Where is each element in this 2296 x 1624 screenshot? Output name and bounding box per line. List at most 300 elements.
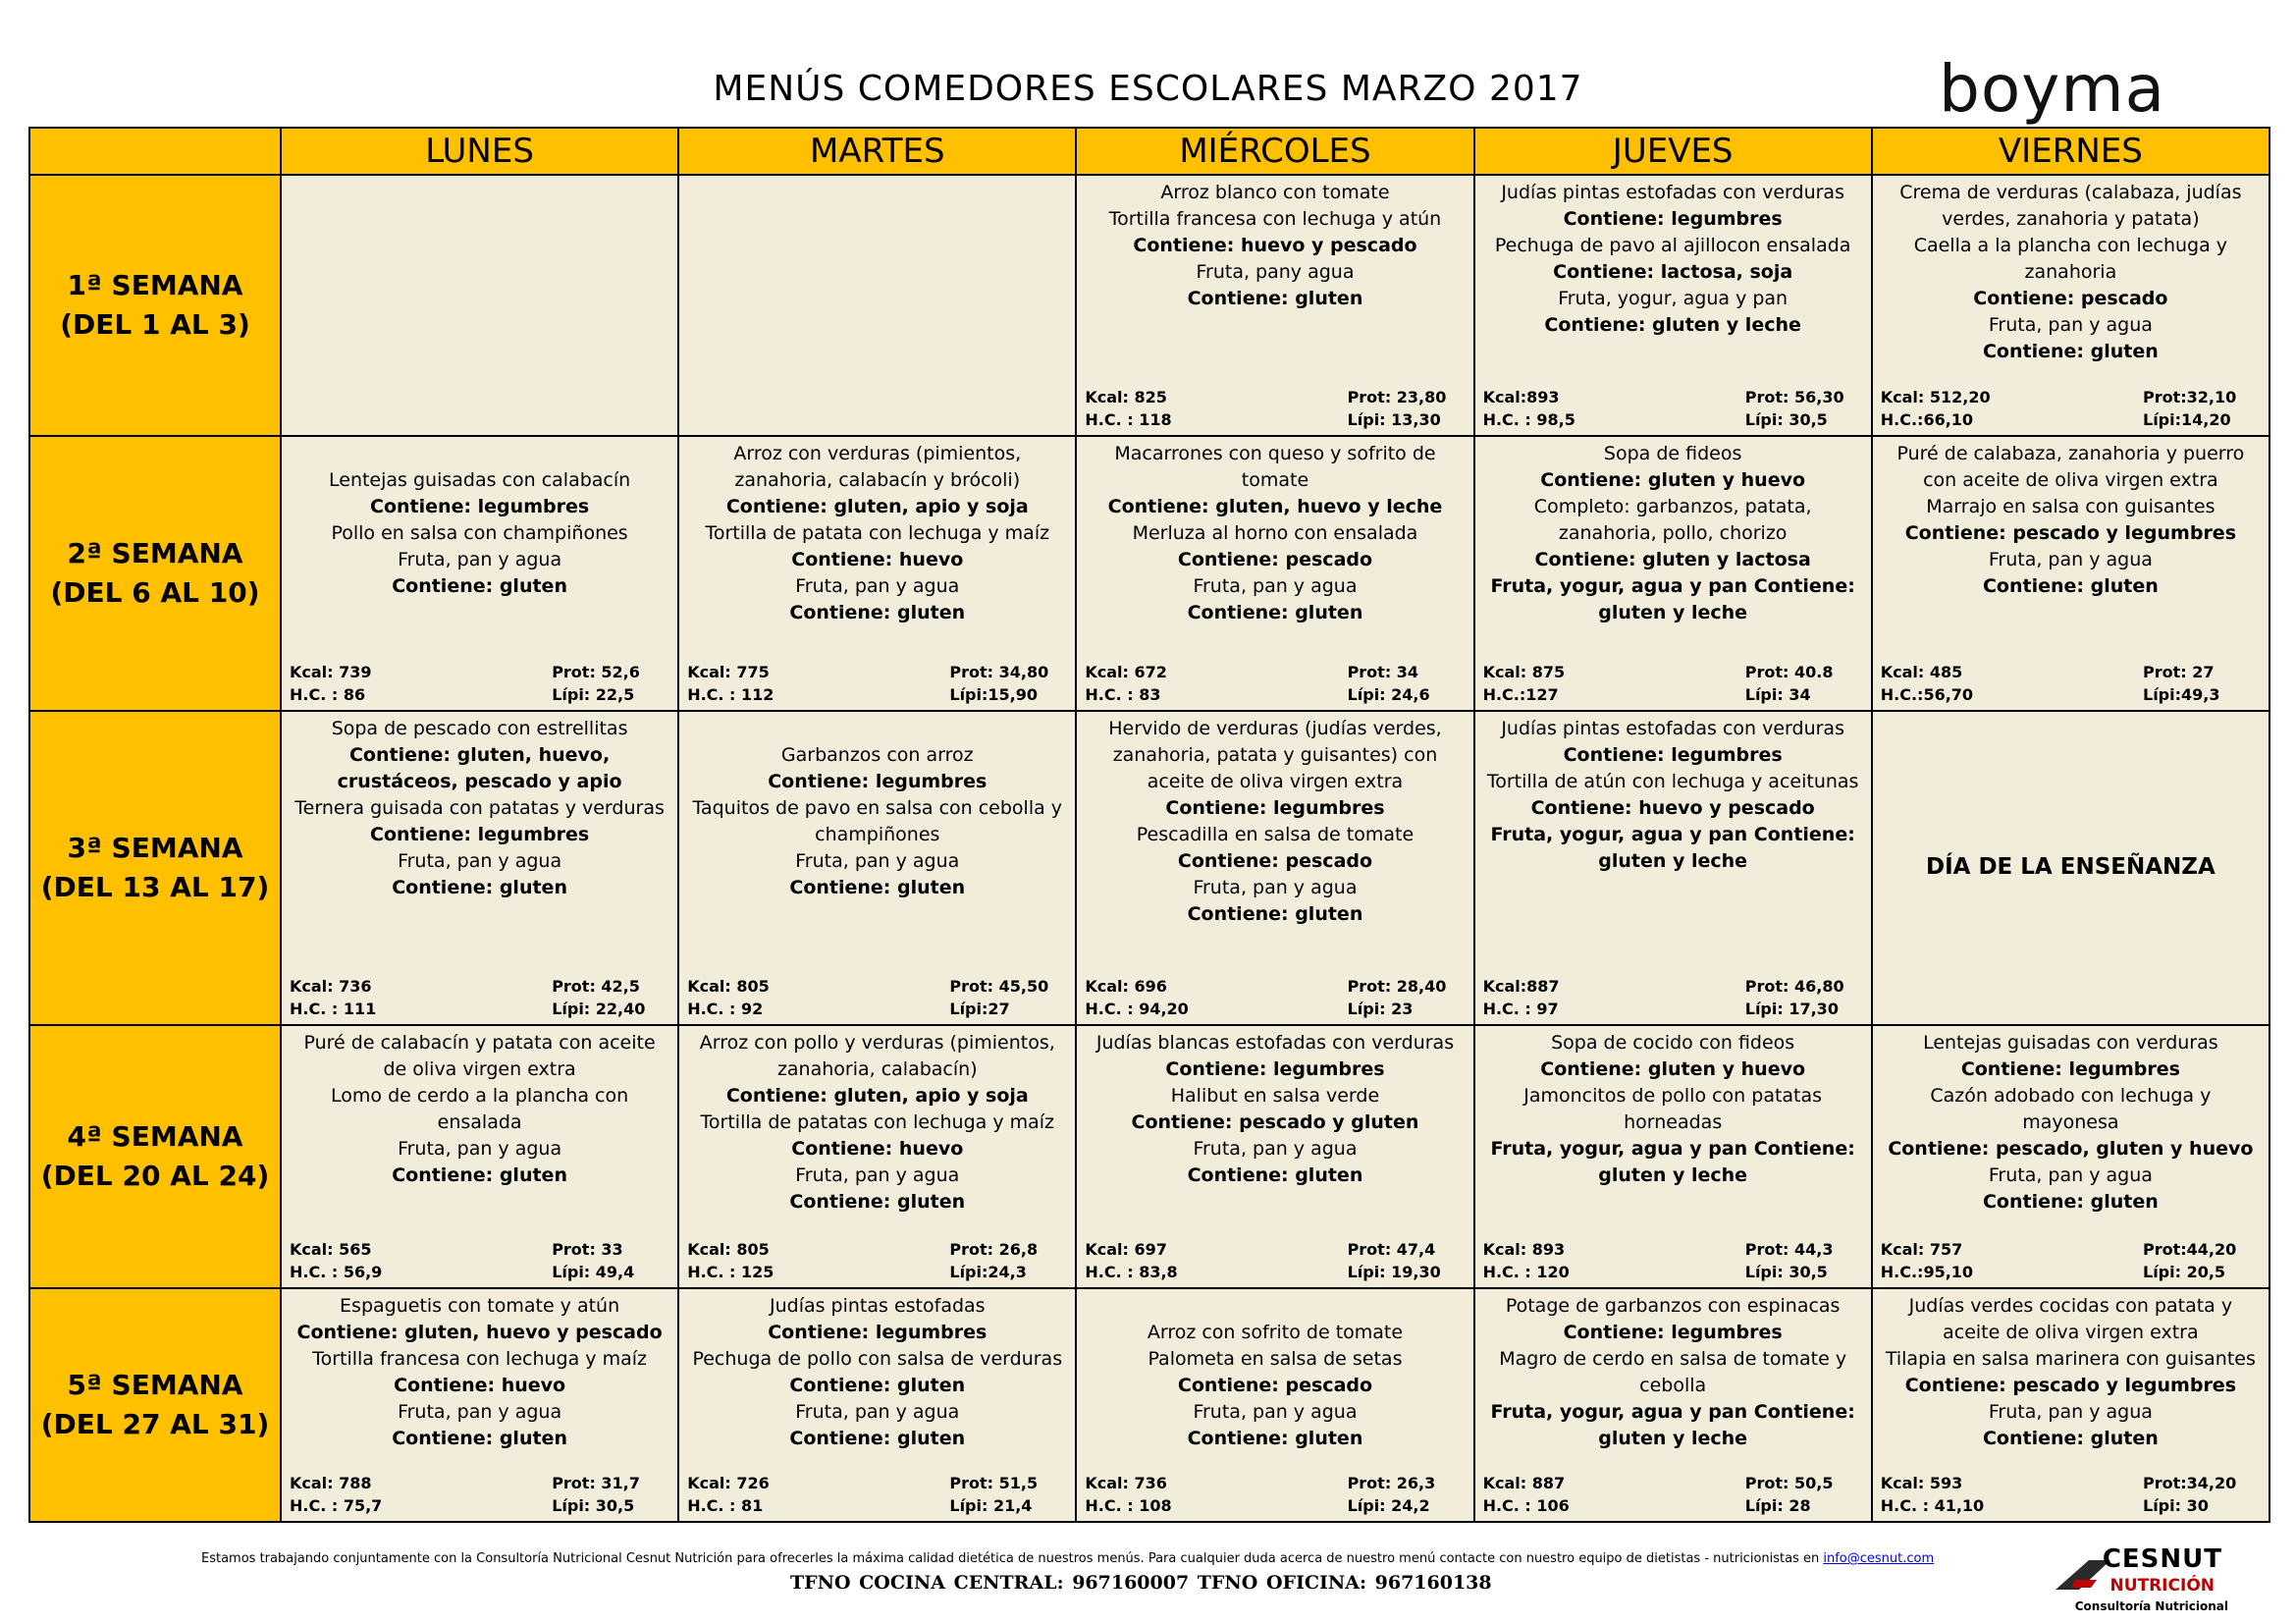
kcal-value: Kcal: 757 bbox=[1880, 1240, 1963, 1259]
lipi-value: Lípi: 19,30 bbox=[1347, 1263, 1441, 1281]
menu-items bbox=[1077, 437, 1472, 626]
week-number: 2ª SEMANA bbox=[67, 537, 243, 569]
nutrition-info bbox=[1085, 1472, 1465, 1517]
dish-line: Ternera guisada con patatas y verduras bbox=[294, 797, 665, 819]
lipi-value: Lípi: 24,2 bbox=[1347, 1496, 1430, 1515]
allergen-line: Contiene: gluten bbox=[1982, 1191, 2159, 1213]
boyma-logo bbox=[1939, 51, 2194, 130]
nutrition-row bbox=[290, 683, 669, 706]
nutrition-row bbox=[1483, 386, 1863, 408]
header-day: MARTES bbox=[678, 128, 1076, 175]
dish-line: Marrajo en salsa con guisantes bbox=[1926, 496, 2216, 517]
menu-cell-content bbox=[282, 437, 677, 708]
prot-value: Prot: 51,5 bbox=[949, 1474, 1039, 1492]
allergen-line: Contiene: lactosa, soja bbox=[1553, 261, 1793, 283]
allergen-line: Contiene: gluten bbox=[1982, 575, 2159, 597]
dish-line: Caella a la plancha con lechuga y zanahoria bbox=[1913, 235, 2228, 283]
lipi-value: Lípi: 30 bbox=[2143, 1496, 2209, 1515]
dish-line: Taquitos de pavo en salsa con cebolla y champiñones bbox=[692, 797, 1063, 845]
hc-value: H.C. : 94,20 bbox=[1085, 1000, 1189, 1018]
menu-cell-content bbox=[282, 712, 677, 1022]
menu-cell bbox=[678, 1288, 1076, 1522]
allergen-line: Contiene: gluten, apio y soja bbox=[725, 1085, 1029, 1107]
prot-value: Prot: 34,80 bbox=[949, 663, 1049, 681]
allergen-line: Contiene: gluten bbox=[1187, 1428, 1363, 1449]
menu-items bbox=[1873, 437, 2269, 600]
prot-value: Prot: 26,3 bbox=[1347, 1474, 1436, 1492]
prot-value: Prot:44,20 bbox=[2143, 1240, 2237, 1259]
menu-cell-content bbox=[1077, 1289, 1472, 1519]
dish-line: Sopa de pescado con estrellitas bbox=[331, 718, 628, 739]
lipi-value: Lípi: 17,30 bbox=[1744, 1000, 1839, 1018]
allergen-line: Contiene: gluten bbox=[789, 602, 966, 623]
hc-value: H.C. : 75,7 bbox=[290, 1496, 383, 1515]
menu-items bbox=[1077, 1289, 1472, 1452]
nutrition-row bbox=[1881, 1494, 2261, 1517]
nutrition-row bbox=[1085, 386, 1465, 408]
hc-value: H.C. : 92 bbox=[687, 1000, 764, 1018]
nutrition-row bbox=[1483, 1238, 1863, 1261]
menu-items bbox=[282, 1026, 677, 1189]
dish-line: Tortilla de patata con lechuga y maíz bbox=[705, 522, 1050, 544]
prot-value: Prot: 56,30 bbox=[1744, 388, 1844, 406]
kcal-value: Kcal: 672 bbox=[1085, 663, 1167, 681]
nutrition-row bbox=[1483, 1472, 1863, 1494]
menu-items bbox=[1077, 176, 1472, 312]
menu-cell-content bbox=[1475, 437, 1871, 708]
dish-line: Hervido de verduras (judías verdes, zanahoria, patata y guisantes) con aceite de oliva virgen extra bbox=[1108, 718, 1442, 792]
hc-value: H.C. : 56,9 bbox=[290, 1263, 383, 1281]
hc-value: H.C. : 41,10 bbox=[1880, 1496, 1985, 1515]
week-label bbox=[29, 436, 281, 711]
allergen-line: Contiene: gluten bbox=[789, 877, 966, 898]
dish-line: Judías blancas estofadas con verduras bbox=[1095, 1032, 1455, 1054]
dish-line: Judías pintas estofadas con verduras bbox=[1501, 182, 1844, 203]
dish-line: Fruta, pan y agua bbox=[1988, 1401, 2153, 1423]
menu-items bbox=[282, 176, 677, 180]
dish-line: Judías verdes cocidas con patata y aceite de oliva virgen extra bbox=[1908, 1295, 2233, 1343]
nutrition-row bbox=[687, 1472, 1067, 1494]
prot-value: Prot: 44,3 bbox=[1744, 1240, 1834, 1259]
menu-cell-content bbox=[1873, 712, 2269, 1022]
week-range: (DEL 1 AL 3) bbox=[60, 308, 250, 341]
dish-line: Halibut en salsa verde bbox=[1170, 1085, 1380, 1107]
menu-cell-content bbox=[1077, 1026, 1472, 1285]
menu-cell-content bbox=[1873, 437, 2269, 708]
prot-value: Prot: 23,80 bbox=[1347, 388, 1447, 406]
dish-line: Judías pintas estofadas bbox=[769, 1295, 986, 1317]
nutrition-row bbox=[290, 661, 669, 683]
footer-note-text: Estamos trabajando conjuntamente con la Consultoría Nutricional Cesnut Nutrición para ofrecerles la máxima calidad dietética de nuestros menús. Para cualquier duda acerca de nuestro menú contacte con nuestro equipo de dietistas - nutricionistas en bbox=[201, 1551, 1820, 1566]
prot-value: Prot: 33 bbox=[552, 1240, 623, 1259]
dish-line: Tortilla de patatas con lechuga y maíz bbox=[700, 1111, 1055, 1133]
week-label bbox=[29, 175, 281, 436]
hc-value: H.C. : 112 bbox=[687, 685, 774, 704]
nutrition-row bbox=[687, 975, 1067, 998]
allergen-line: Contiene: pescado bbox=[1177, 850, 1373, 872]
prot-value: Prot:32,10 bbox=[2143, 388, 2237, 406]
prot-value: Prot: 45,50 bbox=[949, 977, 1049, 996]
allergen-line: Contiene: legumbres bbox=[768, 771, 988, 792]
dish-line bbox=[687, 716, 1067, 742]
nutrition-info bbox=[1085, 975, 1465, 1020]
lipi-value: Lípi: 13,30 bbox=[1347, 410, 1441, 429]
hc-value: H.C. : 125 bbox=[687, 1263, 774, 1281]
menu-cell bbox=[1872, 175, 2269, 436]
dish-line: Palometa en salsa de setas bbox=[1148, 1348, 1403, 1370]
dish-line: Magro de cerdo en salsa de tomate y cebolla bbox=[1499, 1348, 1847, 1396]
dish-line: Lomo de cerdo a la plancha con ensalada bbox=[331, 1085, 629, 1133]
allergen-line: Contiene: gluten bbox=[789, 1428, 966, 1449]
nutrition-row bbox=[1483, 408, 1863, 431]
nutrition-row bbox=[290, 1261, 669, 1283]
lipi-value: Lípi: 23 bbox=[1347, 1000, 1414, 1018]
allergen-line: Contiene: huevo y pescado bbox=[1133, 235, 1417, 256]
cesnut-logo bbox=[2048, 1544, 2228, 1621]
allergen-line: Contiene: gluten bbox=[1982, 1428, 2159, 1449]
lipi-value: Lípi:14,20 bbox=[2143, 410, 2231, 429]
allergen-line: Contiene: gluten bbox=[392, 877, 567, 898]
lipi-value: Lípi: 28 bbox=[1744, 1496, 1811, 1515]
menu-cell bbox=[678, 711, 1076, 1025]
week-row bbox=[29, 1025, 2269, 1288]
dish-line: Lentejas guisadas con verduras bbox=[1923, 1032, 2218, 1054]
nutrition-info bbox=[687, 975, 1067, 1020]
menu-cell-content bbox=[1475, 176, 1871, 433]
nutrition-row bbox=[1881, 661, 2261, 683]
allergen-line: Contiene: gluten bbox=[1187, 903, 1363, 925]
menu-cell bbox=[1872, 1025, 2269, 1288]
allergen-line: Contiene: pescado y legumbres bbox=[1904, 522, 2237, 544]
menu-items bbox=[1475, 1289, 1871, 1452]
allergen-line: Contiene: gluten, apio y soja bbox=[725, 496, 1029, 517]
menu-items bbox=[679, 712, 1075, 901]
dish-line: Fruta, pan y agua bbox=[1193, 1138, 1358, 1160]
nutrition-row bbox=[1881, 683, 2261, 706]
nutrition-info bbox=[290, 661, 669, 706]
nutrition-row bbox=[290, 1472, 669, 1494]
prot-value: Prot: 42,5 bbox=[552, 977, 640, 996]
menu-cell bbox=[281, 175, 678, 436]
allergen-line: Contiene: legumbres bbox=[768, 1322, 988, 1343]
nutrition-row bbox=[290, 1238, 669, 1261]
dish-line: Puré de calabacín y patata con aceite de oliva virgen extra bbox=[303, 1032, 656, 1080]
dish-line: Tortilla de atún con lechuga y aceitunas bbox=[1486, 771, 1859, 792]
menu-items bbox=[1475, 1026, 1871, 1189]
allergen-line: Contiene: gluten bbox=[392, 575, 567, 597]
dish-line: Espaguetis con tomate y atún bbox=[340, 1295, 620, 1317]
nutrition-row bbox=[1881, 408, 2261, 431]
allergen-line: Contiene: legumbres bbox=[1960, 1058, 2180, 1080]
nutrition-info bbox=[290, 1472, 669, 1517]
page-title: MENÚS COMEDORES ESCOLARES MARZO 2017 bbox=[713, 69, 1583, 109]
nutrition-row bbox=[687, 1494, 1067, 1517]
allergen-line: Contiene: pescado bbox=[1177, 549, 1373, 570]
allergen-line: Contiene: huevo bbox=[791, 1138, 964, 1160]
prot-value: Prot: 31,7 bbox=[552, 1474, 640, 1492]
menu-items bbox=[1873, 176, 2269, 365]
nutrition-row bbox=[1483, 661, 1863, 683]
menu-items bbox=[1475, 712, 1871, 875]
nutrition-info bbox=[1881, 661, 2261, 706]
menu-cell-content bbox=[1475, 1289, 1871, 1519]
hc-value: H.C. : 81 bbox=[687, 1496, 764, 1515]
allergen-line: Contiene: gluten bbox=[1187, 1164, 1363, 1186]
dish-line: Fruta, pany agua bbox=[1196, 261, 1355, 283]
menu-cell bbox=[678, 436, 1076, 711]
allergen-line: Contiene: gluten y leche bbox=[1544, 314, 1801, 336]
nutrition-row bbox=[1085, 1472, 1465, 1494]
dish-line: Sopa de cocido con fideos bbox=[1551, 1032, 1795, 1054]
lipi-value: Lípi:49,3 bbox=[2143, 685, 2220, 704]
nutrition-info bbox=[1085, 1238, 1465, 1283]
menu-cell-content bbox=[1077, 437, 1472, 708]
menu-cell bbox=[281, 436, 678, 711]
nutrition-info bbox=[1881, 1472, 2261, 1517]
kcal-value: Kcal: 697 bbox=[1085, 1240, 1167, 1259]
week-range: (DEL 20 AL 24) bbox=[40, 1160, 270, 1192]
allergen-line: Contiene: gluten y huevo bbox=[1540, 469, 1806, 491]
kcal-value: Kcal: 825 bbox=[1085, 388, 1167, 406]
allergen-line: Contiene: gluten bbox=[392, 1164, 567, 1186]
dish-line: Arroz con verduras (pimientos, zanahoria, calabacín y brócoli) bbox=[733, 443, 1022, 491]
kcal-value: Kcal: 893 bbox=[1482, 1240, 1566, 1259]
nutrition-row bbox=[1085, 1238, 1465, 1261]
kcal-value: Kcal:887 bbox=[1482, 977, 1560, 996]
dish-line: Fruta, yogur, agua y pan bbox=[1558, 288, 1789, 309]
nutrition-info bbox=[1483, 386, 1863, 431]
nutrition-row bbox=[290, 1494, 669, 1517]
dish-line: Merluza al horno con ensalada bbox=[1132, 522, 1418, 544]
dish-line: Fruta, pan y agua bbox=[398, 1401, 562, 1423]
menu-cell-content bbox=[1077, 712, 1472, 1022]
dish-line: Fruta, pan y agua bbox=[795, 575, 960, 597]
week-number: 4ª SEMANA bbox=[67, 1120, 243, 1153]
dish-line: Fruta, pan y agua bbox=[1193, 1401, 1358, 1423]
menu-items bbox=[1873, 712, 2269, 716]
nutrition-row bbox=[1085, 408, 1465, 431]
menu-cell-content bbox=[1475, 712, 1871, 1022]
week-row bbox=[29, 711, 2269, 1025]
allergen-line: Contiene: pescado, gluten y huevo bbox=[1888, 1138, 2254, 1160]
week-row bbox=[29, 436, 2269, 711]
menu-cell-content bbox=[1873, 1026, 2269, 1285]
hc-value: H.C.:56,70 bbox=[1880, 685, 1974, 704]
allergen-line: Contiene: gluten bbox=[1982, 341, 2159, 362]
menu-cell bbox=[1076, 175, 1473, 436]
cesnut-name: CESNUT bbox=[2102, 1544, 2222, 1574]
hc-value: H.C. : 83,8 bbox=[1085, 1263, 1178, 1281]
week-row bbox=[29, 1288, 2269, 1522]
kcal-value: Kcal: 726 bbox=[687, 1474, 770, 1492]
dish-line: Tortilla francesa con lechuga y maíz bbox=[312, 1348, 647, 1370]
week-label bbox=[29, 711, 281, 1025]
nutrition-row bbox=[1881, 1238, 2261, 1261]
kcal-value: Kcal: 736 bbox=[1085, 1474, 1167, 1492]
footer-note bbox=[201, 1551, 1934, 1566]
nutrition-info bbox=[1085, 386, 1465, 431]
hc-value: H.C. : 86 bbox=[290, 685, 366, 704]
menu-items bbox=[1475, 437, 1871, 626]
kcal-value: Kcal: 805 bbox=[687, 1240, 770, 1259]
hc-value: H.C. : 97 bbox=[1482, 1000, 1559, 1018]
allergen-line: Contiene: legumbres bbox=[1563, 744, 1783, 766]
menu-cell-content bbox=[282, 1289, 677, 1519]
menu-cell-content bbox=[1873, 176, 2269, 433]
dish-line: Fruta, pan y agua bbox=[1988, 549, 2153, 570]
prot-value: Prot: 50,5 bbox=[1744, 1474, 1834, 1492]
allergen-line: Contiene: pescado bbox=[1973, 288, 2168, 309]
nutrition-info bbox=[290, 1238, 669, 1283]
nutrition-row bbox=[1881, 1472, 2261, 1494]
allergen-line: Contiene: legumbres bbox=[1563, 1322, 1783, 1343]
dish-line: Judías pintas estofadas con verduras bbox=[1501, 718, 1844, 739]
menu-cell-content bbox=[282, 176, 677, 433]
allergen-line: Contiene: gluten, huevo, crustáceos, pescado y apio bbox=[337, 744, 622, 792]
menu-cell bbox=[1474, 175, 1872, 436]
dish-line: Pollo en salsa con champiñones bbox=[331, 522, 628, 544]
dish-line: Fruta, pan y agua bbox=[398, 549, 562, 570]
allergen-line: Contiene: legumbres bbox=[1165, 1058, 1385, 1080]
kcal-value: Kcal: 736 bbox=[290, 977, 372, 996]
allergen-line: Contiene: gluten bbox=[1187, 602, 1363, 623]
hc-value: H.C. : 118 bbox=[1085, 410, 1172, 429]
allergen-line: Contiene: gluten y lactosa bbox=[1534, 549, 1811, 570]
dish-line bbox=[290, 441, 669, 467]
nutrition-row bbox=[1483, 975, 1863, 998]
lipi-value: Lípi: 22,5 bbox=[552, 685, 635, 704]
nutrition-info bbox=[687, 1472, 1067, 1517]
week-number: 5ª SEMANA bbox=[67, 1369, 243, 1401]
menu-cell-content bbox=[1077, 176, 1472, 433]
lipi-value: Lípi: 34 bbox=[1744, 685, 1811, 704]
week-range: (DEL 6 AL 10) bbox=[50, 576, 260, 609]
allergen-line: Contiene: huevo y pescado bbox=[1530, 797, 1815, 819]
allergen-line: Fruta, yogur, agua y pan Contiene: gluten y leche bbox=[1490, 824, 1855, 872]
hc-value: H.C.:95,10 bbox=[1880, 1263, 1974, 1281]
lipi-value: Lípi: 30,5 bbox=[1744, 410, 1828, 429]
nutrition-row bbox=[290, 998, 669, 1020]
prot-value: Prot: 27 bbox=[2143, 663, 2215, 681]
allergen-line: Contiene: huevo bbox=[394, 1375, 566, 1396]
dish-line: Arroz blanco con tomate bbox=[1160, 182, 1390, 203]
week-row bbox=[29, 175, 2269, 436]
dish-line: Fruta, pan y agua bbox=[1988, 314, 2153, 336]
kcal-value: Kcal: 739 bbox=[290, 663, 372, 681]
menu-cell bbox=[281, 711, 678, 1025]
allergen-line: Fruta, yogur, agua y pan Contiene: gluten y leche bbox=[1490, 1138, 1855, 1186]
nutrition-row bbox=[687, 998, 1067, 1020]
nutrition-info bbox=[290, 975, 669, 1020]
hc-value: H.C. : 83 bbox=[1085, 685, 1161, 704]
hc-value: H.C.:127 bbox=[1482, 685, 1559, 704]
hc-value: H.C. : 111 bbox=[290, 1000, 377, 1018]
lipi-value: Lípi: 49,4 bbox=[552, 1263, 635, 1281]
allergen-line: Contiene: gluten, huevo y pescado bbox=[296, 1322, 663, 1343]
lipi-value: Lípi: 30,5 bbox=[552, 1496, 635, 1515]
menu-cell bbox=[1076, 1025, 1473, 1288]
nutrition-row bbox=[1881, 386, 2261, 408]
menu-cell-content bbox=[1475, 1026, 1871, 1285]
menu-cell bbox=[1872, 1288, 2269, 1522]
allergen-line: Contiene: legumbres bbox=[1563, 208, 1783, 230]
menu-table bbox=[28, 127, 2270, 1523]
week-number: 1ª SEMANA bbox=[67, 269, 243, 301]
nutrition-row bbox=[290, 975, 669, 998]
menu-items bbox=[679, 1026, 1075, 1216]
lipi-value: Lípi:24,3 bbox=[949, 1263, 1027, 1281]
dish-line: Tilapia en salsa marinera con guisantes bbox=[1885, 1348, 2256, 1370]
prot-value: Prot: 28,40 bbox=[1347, 977, 1447, 996]
header-day: VIERNES bbox=[1872, 128, 2269, 175]
prot-value: Prot: 26,8 bbox=[949, 1240, 1039, 1259]
nutrition-row bbox=[1085, 975, 1465, 998]
menu-cell bbox=[1076, 1288, 1473, 1522]
kcal-value: Kcal: 775 bbox=[687, 663, 770, 681]
menu-cell bbox=[678, 1025, 1076, 1288]
dish-line bbox=[1085, 1293, 1465, 1320]
menu-cell bbox=[1076, 711, 1473, 1025]
dish-line: Tortilla francesa con lechuga y atún bbox=[1108, 208, 1442, 230]
dish-line: Completo: garbanzos, patata, zanahoria, pollo, chorizo bbox=[1533, 496, 1812, 544]
menu-cell-content bbox=[282, 1026, 677, 1285]
allergen-line: Fruta, yogur, agua y pan Contiene: gluten y leche bbox=[1490, 575, 1855, 623]
week-range: (DEL 13 AL 17) bbox=[40, 871, 270, 903]
allergen-line: Contiene: gluten bbox=[1187, 288, 1363, 309]
menu-cell bbox=[281, 1288, 678, 1522]
nutrition-row bbox=[1085, 1494, 1465, 1517]
menu-items bbox=[1077, 712, 1472, 928]
dish-line: Fruta, pan y agua bbox=[795, 850, 960, 872]
menu-body bbox=[29, 175, 2269, 1522]
menu-items bbox=[282, 712, 677, 901]
menu-cell bbox=[678, 175, 1076, 436]
nutrition-row bbox=[1085, 998, 1465, 1020]
menu-cell bbox=[281, 1025, 678, 1288]
header-day: MIÉRCOLES bbox=[1076, 128, 1473, 175]
dish-line: Lentejas guisadas con calabacín bbox=[329, 469, 631, 491]
dish-line: Fruta, pan y agua bbox=[398, 850, 562, 872]
nutrition-info bbox=[1483, 1238, 1863, 1283]
dish-line: Pescadilla en salsa de tomate bbox=[1136, 824, 1415, 845]
nutrition-row bbox=[1483, 683, 1863, 706]
allergen-line: Fruta, yogur, agua y pan Contiene: gluten y leche bbox=[1490, 1401, 1855, 1449]
menu-items bbox=[1475, 176, 1871, 339]
nutrition-row bbox=[1085, 1261, 1465, 1283]
week-label bbox=[29, 1288, 281, 1522]
nutrition-row bbox=[687, 683, 1067, 706]
dish-line: Pechuga de pavo al ajillocon ensalada bbox=[1494, 235, 1851, 256]
allergen-line: Contiene: gluten y huevo bbox=[1540, 1058, 1806, 1080]
menu-items bbox=[282, 1289, 677, 1452]
allergen-line: Contiene: gluten bbox=[789, 1191, 966, 1213]
kcal-value: Kcal: 805 bbox=[687, 977, 770, 996]
menu-items bbox=[1077, 1026, 1472, 1189]
dish-line: Fruta, pan y agua bbox=[1988, 1164, 2153, 1186]
nutrition-info bbox=[1881, 386, 2261, 431]
menu-cell-content bbox=[679, 712, 1075, 1022]
lipi-value: Lípi: 24,6 bbox=[1347, 685, 1430, 704]
menu-cell-content bbox=[679, 176, 1075, 433]
kcal-value: Kcal: 887 bbox=[1482, 1474, 1566, 1492]
kcal-value: Kcal: 565 bbox=[290, 1240, 372, 1259]
allergen-line: Contiene: gluten bbox=[392, 1428, 567, 1449]
menu-cell-content bbox=[679, 437, 1075, 708]
dish-line: Macarrones con queso y sofrito de tomate bbox=[1114, 443, 1436, 491]
prot-value: Prot: 52,6 bbox=[552, 663, 640, 681]
dish-line: Arroz con sofrito de tomate bbox=[1147, 1322, 1404, 1343]
email-link[interactable]: info@cesnut.com bbox=[1823, 1551, 1935, 1566]
